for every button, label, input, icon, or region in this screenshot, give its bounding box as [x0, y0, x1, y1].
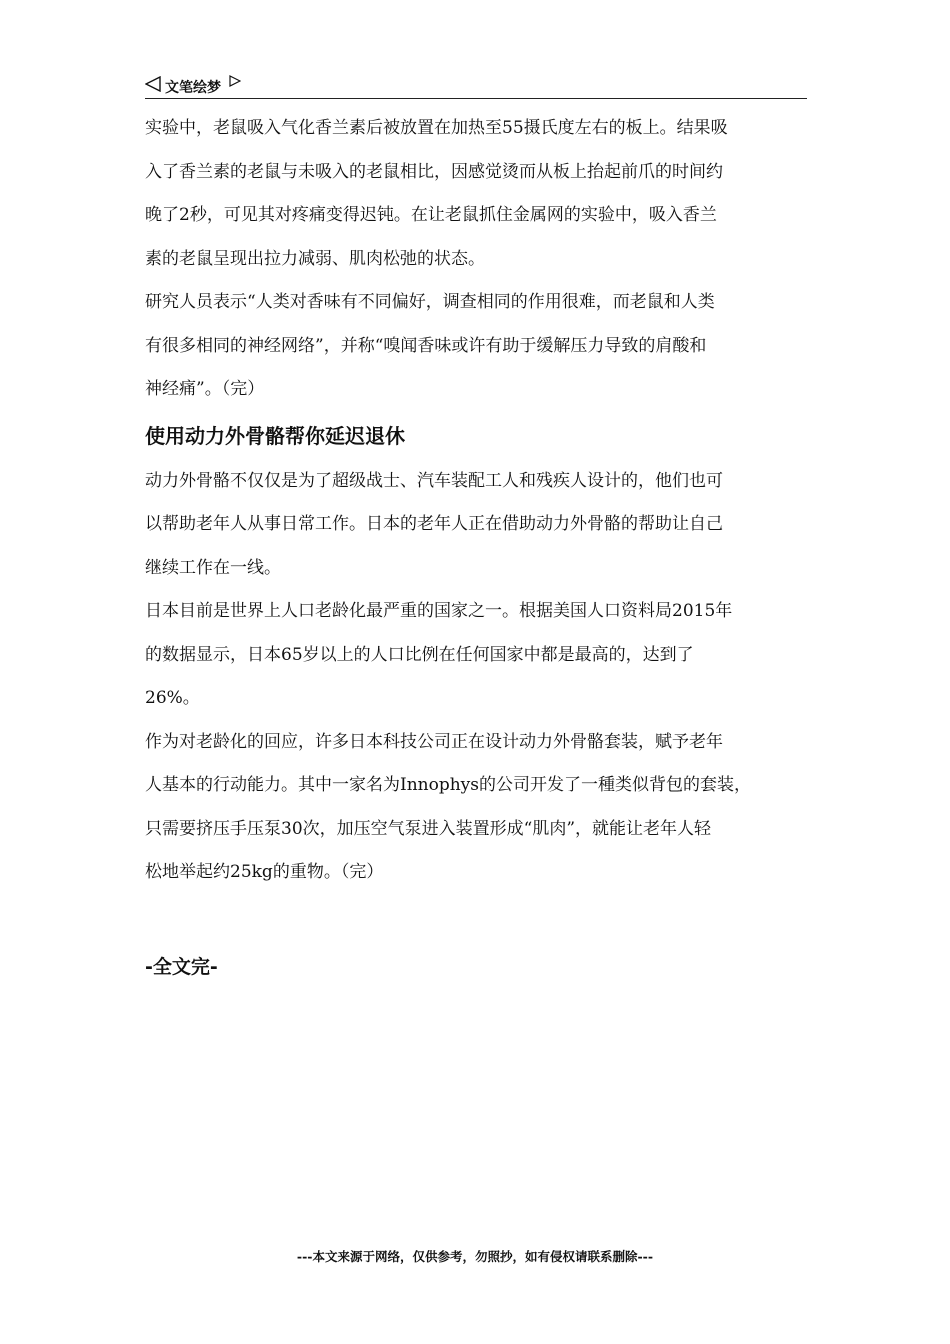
text-line: 晚了2秒，可见其对疼痛变得迟钝。在让老鼠抓住金属网的实验中，吸入香兰: [145, 205, 717, 225]
article1-paragraph-1: [145, 107, 810, 281]
text-line: 神经痛”。（完）: [145, 379, 265, 399]
article2-paragraph-3: [145, 721, 810, 895]
header-title: 文笔绘梦: [165, 80, 221, 96]
text-line: 研究人员表示“人类对香味有不同偏好，调查相同的作用很难，而老鼠和人类: [145, 292, 715, 312]
text-line: 实验中，老鼠吸入气化香兰素后被放置在加热至55摄氏度左右的板上。结果吸: [145, 118, 728, 138]
triangle-right-icon: [229, 75, 241, 87]
triangle-left-icon: [145, 76, 161, 92]
text-line: 人基本的行动能力。其中一家名为Innophys的公司开发了一種类似背包的套装，: [145, 775, 752, 795]
text-line: 继续工作在一线。: [145, 557, 281, 578]
end-of-text-marker: -全文完-: [145, 956, 218, 978]
text-line: 日本目前是世界上人口老龄化最严重的国家之一。根据美国人口资料局2015年: [145, 601, 733, 621]
text-line: 入了香兰素的老鼠与未吸入的老鼠相比，因感觉烫而从板上抬起前爪的时间约: [145, 161, 723, 182]
page-footer: ---本文来源于网络，仅供参考，勿照抄，如有侵权请联系删除---: [296, 1249, 654, 1264]
article-body: [145, 107, 810, 895]
text-line: 以帮助老年人从事日常工作。日本的老年人正在借助动力外骨骼的帮助让自己: [145, 514, 723, 534]
text-line: 松地举起约25kg的重物。（完）: [145, 862, 384, 882]
text-line: 有很多相同的神经网络”，并称“嗅闻香味或许有助于缓解压力导致的肩酸和: [145, 335, 707, 356]
article2-heading: 使用动力外骨骼帮你延迟退休: [145, 423, 405, 448]
text-line: 作为对老龄化的回应，许多日本科技公司正在设计动力外骨骼套装，赋予老年: [145, 731, 723, 752]
article1-paragraph-2: [145, 281, 810, 412]
text-line: 的数据显示，日本65岁以上的人口比例在任何国家中都是最高的，达到了: [145, 644, 694, 665]
text-line: 素的老鼠呈现出拉力减弱、肌肉松弛的状态。: [145, 248, 485, 269]
text-line: 动力外骨骼不仅仅是为了超级战士、汽车装配工人和残疾人设计的，他们也可: [145, 470, 723, 491]
text-line: 26%。: [145, 688, 200, 708]
article2-paragraph-2: [145, 590, 810, 721]
text-line: 只需要挤压手压泵30次，加压空气泵进入装置形成“肌肉”，就能让老年人轻: [145, 818, 712, 839]
article2-paragraph-1: [145, 460, 810, 591]
page-header: [145, 72, 807, 99]
